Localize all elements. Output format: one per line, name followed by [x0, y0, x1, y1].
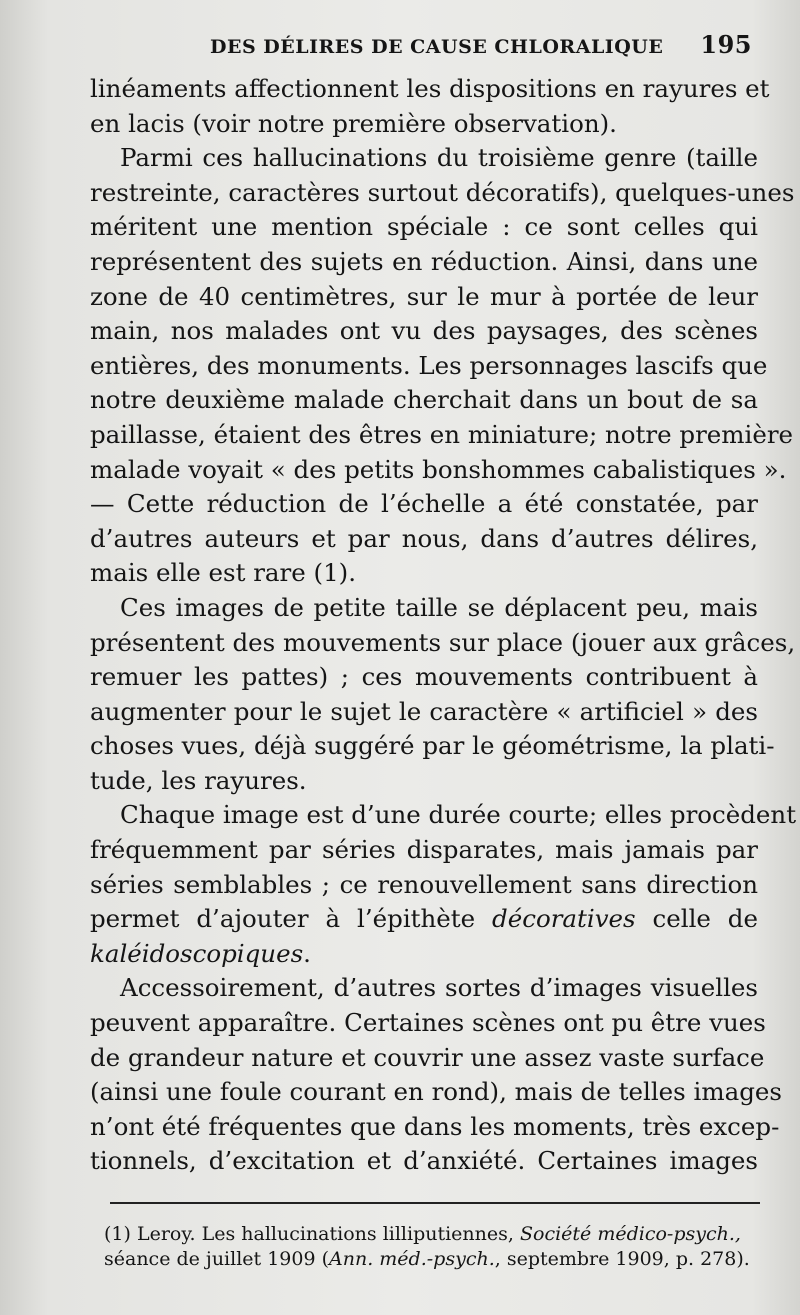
text-line-content: Ces images de petite taille se déplacent peu, mais — [120, 592, 758, 622]
text-line-content: paillasse, étaient des êtres en miniature; notre première — [90, 419, 794, 449]
text-line — [90, 1144, 758, 1179]
page-number: 195 — [700, 30, 752, 59]
text-line — [90, 937, 758, 972]
text-line-content: — Cette réduction de l’échelle a été constatée, par — [90, 489, 758, 519]
text-line-italic: kaléidoscopiques — [90, 938, 304, 968]
text-line — [90, 902, 758, 937]
text-line — [90, 453, 787, 488]
footnote-line-1 — [104, 1222, 764, 1247]
text-line-content: zone de 40 centimètres, sur le mur à portée de leur — [90, 281, 758, 311]
text-line-content: tude, les rayures. — [90, 765, 307, 795]
text-line-after: . — [303, 938, 311, 968]
text-line-content: linéaments affectionnent les dispositions en rayures et — [90, 74, 770, 103]
footnote-rule — [110, 1202, 760, 1204]
footnote-line-2-after: , septembre 1909, p. 278). — [494, 1248, 750, 1270]
text-line-content: représentent des sujets en réduction. Ainsi, dans une — [90, 246, 758, 276]
text-line — [90, 418, 794, 453]
running-title: DES DÉLIRES DE CAUSE CHLORALIQUE — [210, 36, 664, 58]
footnote-line-1-text: (1) Leroy. Les hallucinations lilliputiennes, — [104, 1223, 514, 1245]
footnote-line-1-italic: Société médico-psych., — [520, 1223, 741, 1245]
page-header — [210, 30, 752, 62]
footnote-line-2 — [104, 1247, 764, 1272]
text-line-content: présentent des mouvements sur place (jouer aux grâces, — [90, 627, 796, 657]
text-line-content: de grandeur nature et couvrir une assez vaste surface — [90, 1042, 765, 1072]
text-line — [90, 556, 758, 591]
text-line-content: en lacis (voir notre première observation). — [90, 108, 617, 138]
text-line-content: séries semblables ; ce renouvellement sans direction — [90, 869, 758, 899]
footnote-line-2-italic: Ann. méd.-psych. — [329, 1248, 495, 1270]
text-line — [90, 72, 770, 107]
text-line-content: entières, des monuments. Les personnages lascifs que — [90, 350, 768, 380]
text-line — [90, 764, 758, 799]
text-line-content: mais elle est rare (1). — [90, 558, 357, 588]
text-line-content: permet d’ajouter à l’épithète — [90, 904, 476, 934]
text-line — [90, 522, 758, 557]
text-line — [90, 107, 758, 142]
text-line — [90, 729, 775, 764]
text-line — [90, 798, 797, 833]
text-line — [90, 868, 758, 903]
text-line — [90, 1075, 782, 1110]
footnote-line-2-before: séance de juillet 1909 ( — [104, 1248, 330, 1270]
text-line — [90, 280, 758, 315]
text-line — [90, 1110, 780, 1145]
text-line-content: Accessoirement, d’autres sortes d’images visuelles — [120, 973, 758, 1003]
text-line-italic: décoratives — [492, 904, 636, 934]
text-line — [90, 1006, 766, 1041]
text-line — [90, 971, 758, 1006]
text-line-content: restreinte, caractères surtout décoratifs), quelques-unes — [90, 177, 795, 207]
text-line-content: méritent une mention spéciale : ce sont celles qui — [90, 212, 758, 242]
text-line-content: Parmi ces hallucinations du troisième genre (taille — [120, 143, 758, 173]
footnote — [104, 1222, 764, 1272]
text-line-content: tionnels, d’excitation et d’anxiété. Certaines images — [90, 1146, 758, 1176]
text-line — [90, 314, 758, 349]
text-line — [90, 626, 796, 661]
text-line — [90, 833, 758, 868]
text-line — [90, 487, 758, 522]
text-line-content: notre deuxième malade cherchait dans un bout de sa — [90, 385, 758, 415]
body-text — [90, 72, 797, 1179]
text-line — [90, 591, 758, 626]
text-line — [90, 245, 758, 280]
text-line-content: remuer les pattes) ; ces mouvements contribuent à — [90, 662, 758, 692]
text-line — [90, 660, 758, 695]
text-line — [90, 383, 758, 418]
text-line — [90, 349, 768, 384]
text-line — [90, 176, 795, 211]
text-line — [90, 210, 758, 245]
text-line-content: malade voyait « des petits bonshommes cabalistiques ». — [90, 454, 787, 484]
text-line-content: main, nos malades ont vu des paysages, des scènes — [90, 316, 758, 346]
text-line-content: d’autres auteurs et par nous, dans d’autres délires, — [90, 523, 758, 553]
text-line-content: fréquemment par séries disparates, mais jamais par — [90, 835, 758, 865]
text-line-content: augmenter pour le sujet le caractère « artificiel » des — [90, 696, 758, 726]
text-line-content: choses vues, déjà suggéré par le géométrisme, la plati- — [90, 731, 775, 761]
text-line — [90, 141, 758, 176]
text-line-content: n’ont été fréquentes que dans les moments, très excep- — [90, 1111, 780, 1141]
text-line — [90, 1041, 765, 1076]
text-line — [90, 695, 758, 730]
text-line-content: Chaque image est d’une durée courte; elles procèdent — [120, 800, 797, 830]
text-line-content: (ainsi une foule courant en rond), mais de telles images — [90, 1077, 782, 1107]
text-line-after: celle de — [635, 904, 758, 934]
text-line-content: peuvent apparaître. Certaines scènes ont pu être vues — [90, 1008, 766, 1038]
